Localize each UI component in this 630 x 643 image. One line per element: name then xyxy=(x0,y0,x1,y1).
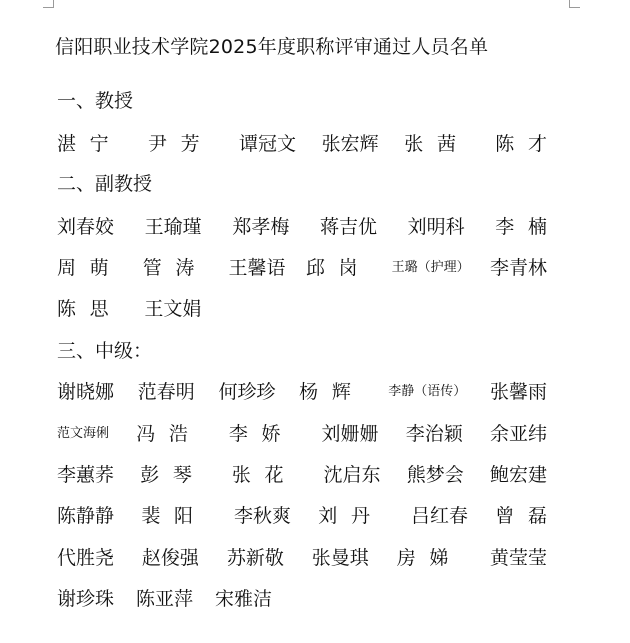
person-name: 陈才 xyxy=(495,133,561,155)
name-row xyxy=(57,501,561,531)
person-name: 杨辉 xyxy=(299,381,365,403)
person-name: 王瑜瑾 xyxy=(144,216,202,238)
person-name: 陈静静 xyxy=(57,505,115,527)
person-name: 刘姗姗 xyxy=(321,423,379,445)
person-name: 张宏辉 xyxy=(321,133,379,155)
person-name: 李蕙荞 xyxy=(57,464,115,486)
name-row xyxy=(57,584,294,614)
person-name: 刘春姣 xyxy=(57,216,115,238)
person-name: 陈亚萍 xyxy=(136,588,194,610)
person-name: 刘丹 xyxy=(318,505,384,527)
person-name: 张曼琪 xyxy=(311,547,369,569)
person-name: 张茜 xyxy=(404,133,470,155)
person-name: 尹芳 xyxy=(148,133,214,155)
person-name: 湛宁 xyxy=(57,133,123,155)
person-name: 赵俊强 xyxy=(141,547,199,569)
person-name: 余亚纬 xyxy=(489,423,547,445)
person-name: 蒋吉优 xyxy=(319,216,377,238)
person-name: 宋雅洁 xyxy=(215,588,273,610)
person-name: 范春明 xyxy=(137,381,195,403)
person-name: 熊梦会 xyxy=(406,464,464,486)
person-name: 李楠 xyxy=(495,216,561,238)
name-row xyxy=(57,212,561,242)
person-name: 何珍珍 xyxy=(218,381,276,403)
name-row xyxy=(57,129,561,159)
person-name: 管涛 xyxy=(142,257,209,279)
person-name: 王璐（护理） xyxy=(391,260,470,275)
name-row xyxy=(57,460,547,490)
person-name: 刘明科 xyxy=(407,216,465,238)
person-name: 李娇 xyxy=(228,423,295,445)
name-row xyxy=(57,419,547,449)
name-row xyxy=(57,377,547,407)
name-row xyxy=(57,294,223,324)
person-name: 冯浩 xyxy=(136,423,202,445)
person-name: 张花 xyxy=(231,464,298,486)
person-name: 吕红春 xyxy=(410,505,468,527)
person-name: 谭冠文 xyxy=(239,133,297,155)
person-name: 代胜尧 xyxy=(57,547,115,569)
person-name: 李治颖 xyxy=(405,423,463,445)
section-heading: 一、教授 xyxy=(57,90,134,112)
person-name: 王文娟 xyxy=(144,298,202,320)
section-heading: 三、中级： xyxy=(57,340,153,362)
person-name: 谢珍珠 xyxy=(57,588,115,610)
person-name: 苏新敬 xyxy=(226,547,284,569)
page-corner-mark-left xyxy=(43,0,54,8)
name-row xyxy=(57,543,547,573)
person-name: 陈思 xyxy=(57,298,123,320)
person-name: 邱岗 xyxy=(305,257,372,279)
person-name: 曾磊 xyxy=(495,505,561,527)
person-name: 鲍宏建 xyxy=(489,464,547,486)
person-name: 裴阳 xyxy=(141,505,207,527)
person-name: 谢晓娜 xyxy=(57,381,115,403)
person-name: 彭琴 xyxy=(140,464,206,486)
person-name: 王馨语 xyxy=(228,257,286,279)
person-name: 李青林 xyxy=(489,257,547,279)
section-heading: 二、副教授 xyxy=(57,173,153,195)
person-name: 黄莹莹 xyxy=(489,547,547,569)
person-name: 李秋爽 xyxy=(233,505,291,527)
document-title: 信阳职业技术学院2025年度职称评审通过人员名单 xyxy=(55,36,489,58)
person-name: 郑孝梅 xyxy=(232,216,290,238)
person-name: 周萌 xyxy=(57,257,123,279)
name-row xyxy=(57,253,547,283)
person-name: 李静（语传） xyxy=(388,384,467,399)
person-name: 张馨雨 xyxy=(489,381,547,403)
page-corner-mark-right xyxy=(569,0,580,8)
person-name: 范文海俐 xyxy=(57,426,110,441)
person-name: 房娣 xyxy=(396,547,463,569)
person-name: 沈启东 xyxy=(323,464,381,486)
